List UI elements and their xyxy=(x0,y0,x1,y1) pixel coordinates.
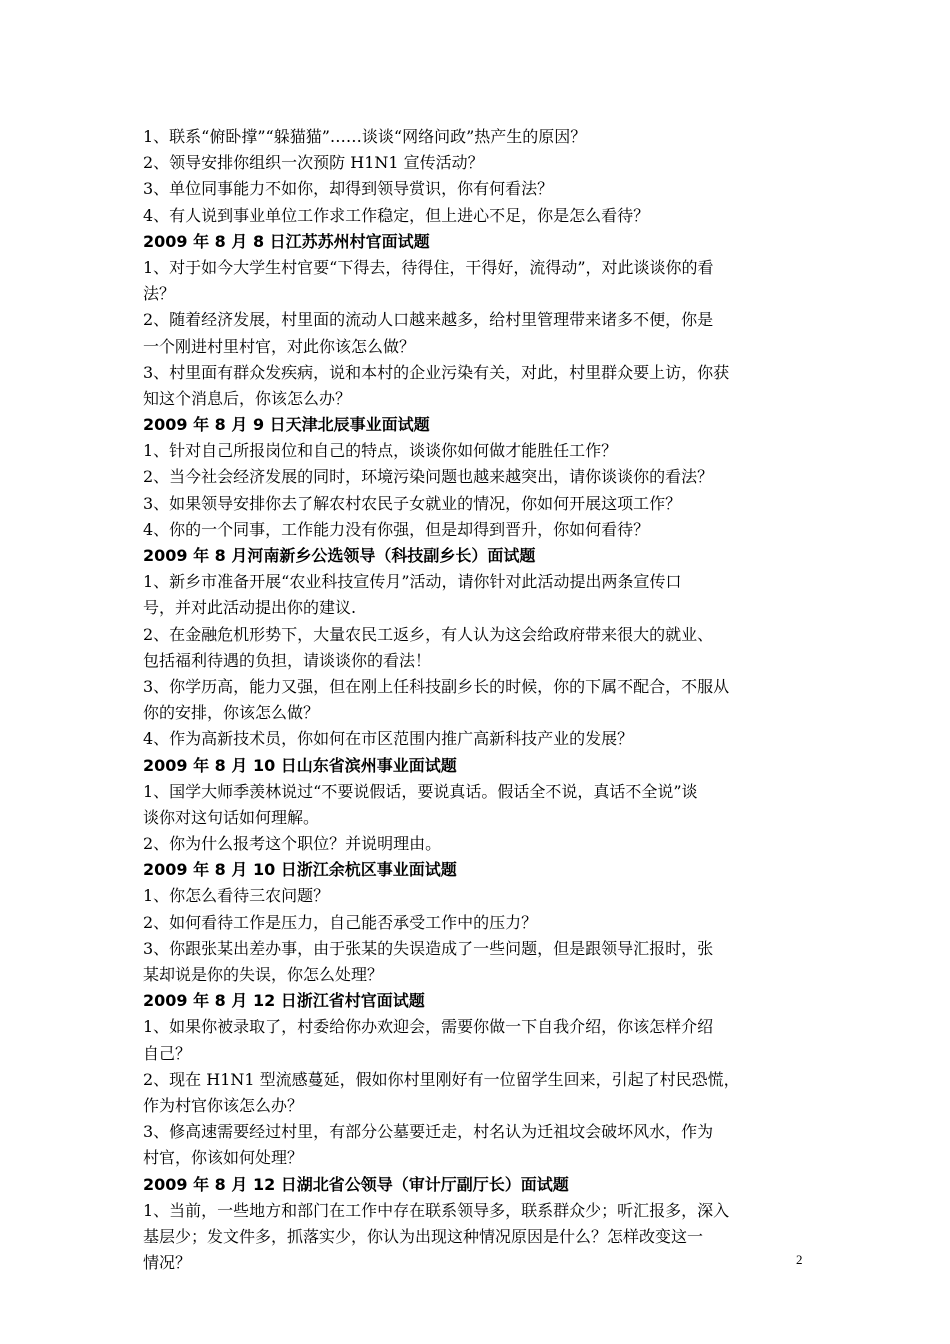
section-heading: 2009 年 8 月 8 日江苏苏州村官面试题 xyxy=(143,231,430,251)
text-line: 谈你对这句话如何理解。 xyxy=(143,807,320,827)
text-line: 4、作为高新技术员，你如何在市区范围内推广高新科技产业的发展？ xyxy=(143,729,634,749)
section-heading: 2009 年 8 月 10 日山东省滨州事业面试题 xyxy=(143,755,457,775)
text-line: 一个刚进村里村官，对此你该怎么做？ xyxy=(143,336,416,356)
text-line: 1、如果你被录取了，村委给你办欢迎会，需要你做一下自我介绍，你该怎样介绍 xyxy=(143,1017,714,1037)
page-number: 2 xyxy=(796,1252,803,1267)
section-heading: 2009 年 8 月 12 日湖北省公领导（审计厅副厅长）面试题 xyxy=(143,1174,569,1194)
text-line: 号，并对此活动提出你的建议. xyxy=(143,598,357,618)
text-line: 4、有人说到事业单位工作求工作稳定，但上进心不足，你是怎么看待？ xyxy=(143,205,650,225)
text-line: 3、单位同事能力不如你，却得到领导赏识，你有何看法？ xyxy=(143,179,554,199)
text-line: 1、联系“俯卧撑”“躲猫猫”……谈谈“网络问政”热产生的原因？ xyxy=(143,127,587,146)
text-line: 法？ xyxy=(143,284,176,304)
text-line: 你的安排，你该怎么做？ xyxy=(143,703,320,723)
text-line: 知这个消息后，你该怎么办？ xyxy=(143,388,352,408)
text-line: 2、你为什么报考这个职位？并说明理由。 xyxy=(143,834,442,854)
text-line: 1、对于如今大学生村官要“下得去，待得住，干得好，流得动”，对此谈谈你的看 xyxy=(143,257,714,277)
text-line: 3、修高速需要经过村里，有部分公墓要迁走，村名认为迁祖坟会破坏风水，作为 xyxy=(143,1122,714,1142)
section-heading: 2009 年 8 月 12 日浙江省村官面试题 xyxy=(143,991,425,1011)
text-line: 1、当前，一些地方和部门在工作中存在联系领导多，联系群众少；听汇报多，深入 xyxy=(143,1200,730,1220)
text-line: 1、新乡市准备开展“农业科技宣传月”活动，请你针对此活动提出两条宣传口 xyxy=(143,572,682,592)
text-line: 2、当今社会经济发展的同时，环境污染问题也越来越突出，请你谈谈你的看法？ xyxy=(143,467,714,487)
text-line: 2、在金融危机形势下，大量农民工返乡，有人认为这会给政府带来很大的就业、 xyxy=(143,624,714,644)
text-line: 2、现在 H1N1 型流感蔓延，假如你村里刚好有一位留学生回来，引起了村民恐慌， xyxy=(143,1069,740,1089)
text-line: 包括福利待遇的负担，请谈谈你的看法！ xyxy=(143,650,432,670)
document-body xyxy=(143,124,813,1276)
text-line: 4、你的一个同事，工作能力没有你强，但是却得到晋升，你如何看待？ xyxy=(143,519,650,539)
text-line: 某却说是你的失误，你怎么处理？ xyxy=(143,965,384,984)
text-line: 3、村里面有群众发疾病，说和本村的企业污染有关，对此，村里群众要上访，你获 xyxy=(143,362,730,382)
text-line: 2、领导安排你组织一次预防 H1N1 宣传活动？ xyxy=(143,153,484,173)
section-heading: 2009 年 8 月河南新乡公选领导（科技副乡长）面试题 xyxy=(143,546,536,565)
text-line: 2、如何看待工作是压力，自己能否承受工作中的压力？ xyxy=(143,912,538,932)
text-line: 2、随着经济发展，村里面的流动人口越来越多，给村里管理带来诸多不便，你是 xyxy=(143,310,714,330)
text-line: 村官，你该如何处理？ xyxy=(143,1148,304,1168)
text-line: 自己？ xyxy=(143,1043,192,1063)
text-line: 3、你学历高，能力又强，但在刚上任科技副乡长的时候，你的下属不配合，不服从 xyxy=(143,676,730,696)
section-heading: 2009 年 8 月 10 日浙江余杭区事业面试题 xyxy=(143,860,457,880)
text-line: 情况？ xyxy=(143,1253,192,1273)
text-line: 1、针对自己所报岗位和自己的特点，谈谈你如何做才能胜任工作？ xyxy=(143,441,618,461)
text-line: 1、国学大师季羡林说过“不要说假话，要说真话。假话全不说，真话不全说”谈 xyxy=(143,781,698,801)
section-heading: 2009 年 8 月 9 日天津北辰事业面试题 xyxy=(143,415,430,435)
text-line: 1、你怎么看待三农问题？ xyxy=(143,886,330,906)
text-line: 作为村官你该怎么办？ xyxy=(143,1095,304,1115)
text-line: 基层少；发文件多，抓落实少，你认为出现这种情况原因是什么？怎样改变这一 xyxy=(143,1226,704,1246)
text-line: 3、如果领导安排你去了解农村农民子女就业的情况，你如何开展这项工作？ xyxy=(143,493,682,513)
text-line: 3、你跟张某出差办事，由于张某的失误造成了一些问题，但是跟领导汇报时，张 xyxy=(143,938,714,958)
